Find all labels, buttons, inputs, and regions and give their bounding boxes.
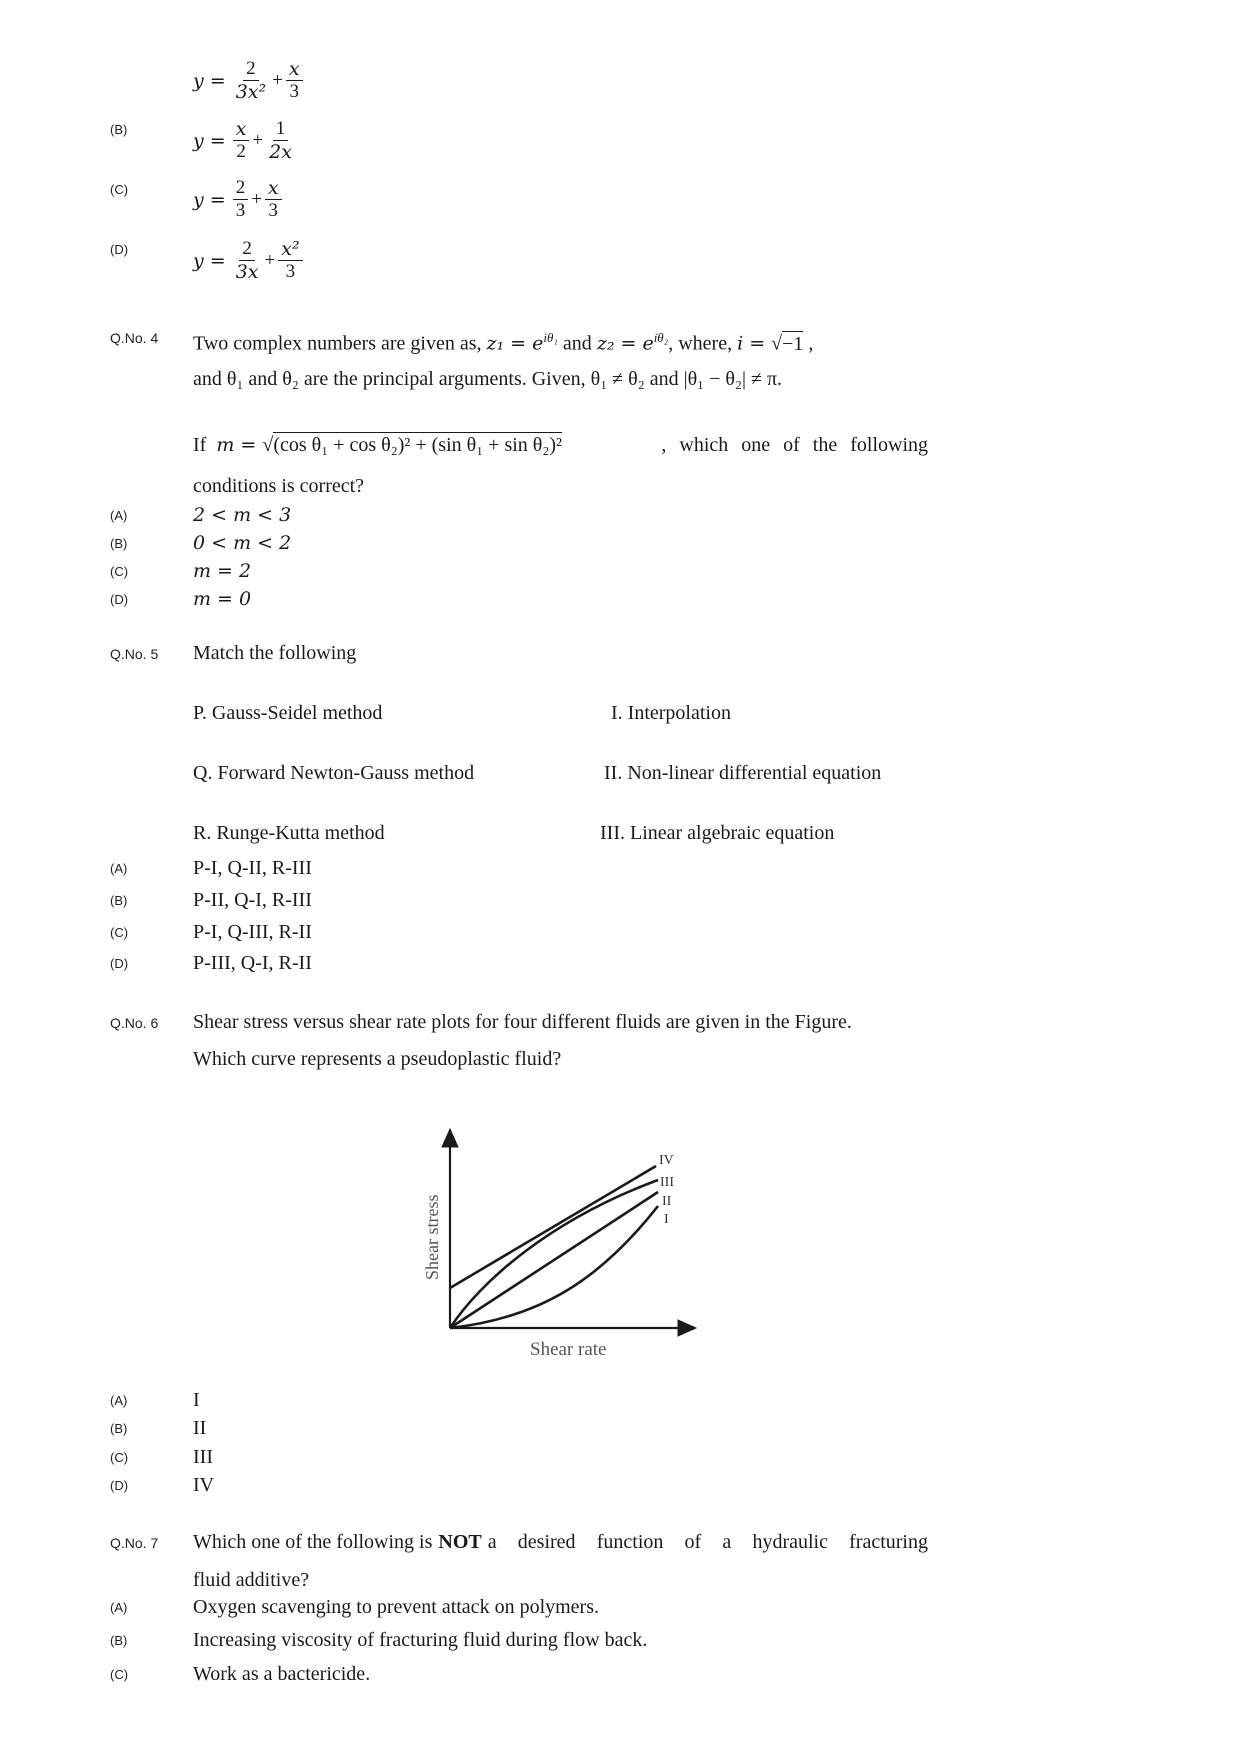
match-left-item: P. Gauss-Seidel method — [193, 702, 383, 724]
curve-label: III — [660, 1175, 674, 1190]
option-label: (A) — [110, 1600, 128, 1615]
q4-text-line3: If m = √(cos θ₁ + cos θ₂)² + (sin θ₁ + sin θ₂)² , which one of the following — [193, 434, 928, 456]
option-label: (A) — [110, 861, 128, 876]
option-label: (C) — [110, 925, 129, 940]
q4-text-line2: and θ₁ and θ₂ are the principal arguments. Given, θ₁ ≠ θ₂ and |θ₁ − θ₂| ≠ π. — [193, 368, 783, 390]
option-label: (D) — [110, 956, 129, 971]
option-label: (B) — [110, 1633, 128, 1648]
match-right-item: III. Linear algebraic equation — [600, 822, 835, 844]
x-axis-label: Shear rate — [530, 1339, 607, 1360]
option-text: Work as a bactericide. — [193, 1663, 371, 1685]
curve-iii — [450, 1180, 658, 1328]
match-right-item: II. Non-linear differential equation — [604, 762, 882, 784]
option-label: (D) — [110, 242, 129, 257]
y-axis-label: Shear stress — [422, 1194, 442, 1280]
curve-i — [450, 1206, 658, 1328]
fraction: $\frac{\text{x²}}{3}$ — [278, 238, 302, 283]
option-text: 2 < m < 3 — [193, 504, 292, 526]
q7-text-line2: fluid additive? — [193, 1569, 310, 1591]
q3-option-b-equation: y = $\frac{x}{2}$ + $\frac{1}{2x}$ — [193, 118, 296, 163]
shear-stress-figure — [400, 1110, 730, 1360]
curve-label: II — [662, 1194, 672, 1209]
option-text: P-I, Q-III, R-II — [193, 921, 312, 943]
q3-option-a-equation: y = $\frac{2}{\text{3x²}}$ + $\frac{x}{3}$ — [193, 58, 304, 103]
option-text: m = 0 — [193, 588, 252, 610]
question-number: Q.No. 6 — [110, 1015, 159, 1031]
q5-prompt: Match the following — [193, 642, 357, 664]
q4-text-line1: Two complex numbers are given as, $z_1 = e^{i\theta_1}$ and $z_2 = e^{i\theta_2}$, where, i = √−1 , — [193, 330, 814, 355]
option-label: (B) — [110, 122, 128, 137]
fraction: $\frac{2}{3}$ — [233, 177, 249, 222]
curve-ii — [450, 1192, 658, 1328]
option-label: (A) — [110, 1393, 128, 1408]
option-text: 0 < m < 2 — [193, 532, 292, 554]
option-text: P-I, Q-II, R-III — [193, 857, 312, 879]
option-text: Oxygen scavenging to prevent attack on polymers. — [193, 1596, 599, 1618]
option-label: (B) — [110, 893, 128, 908]
curve-label: I — [664, 1212, 669, 1227]
equation-lhs: y = — [193, 69, 226, 92]
fraction: $\frac{1}{2x}$ — [269, 118, 292, 163]
fraction: $\frac{x}{3}$ — [286, 58, 303, 103]
option-label: (D) — [110, 592, 129, 607]
option-text: Increasing viscosity of fracturing fluid during flow back. — [193, 1629, 648, 1651]
match-left-item: Q. Forward Newton-Gauss method — [193, 762, 475, 784]
question-number: Q.No. 4 — [110, 330, 159, 346]
q7-text-line1: Which one of the following is NOT a desired function of a hydraulic fracturing — [193, 1531, 928, 1553]
fraction: $\frac{2}{3x}$ — [235, 238, 259, 283]
match-left-item: R. Runge-Kutta method — [193, 822, 385, 844]
q3-option-d-equation: y = $\frac{2}{3x}$ + $\frac{\text{x²}}{3}$ — [193, 238, 304, 283]
option-label: (B) — [110, 1421, 128, 1436]
option-text: II — [193, 1417, 207, 1439]
option-label: (C) — [110, 182, 129, 197]
option-text: m = 2 — [193, 560, 252, 582]
option-label: (A) — [110, 508, 128, 523]
option-label: (C) — [110, 1667, 129, 1682]
question-number: Q.No. 5 — [110, 646, 159, 662]
curve-iv — [450, 1166, 656, 1288]
match-right-item: I. Interpolation — [611, 702, 731, 724]
option-text: I — [193, 1389, 200, 1411]
question-number: Q.No. 7 — [110, 1535, 159, 1551]
fraction: $\frac{x}{2}$ — [233, 118, 250, 163]
option-text: P-III, Q-I, R-II — [193, 952, 312, 974]
fraction: $\frac{2}{\text{3x²}}$ — [235, 58, 267, 103]
option-text: P-II, Q-I, R-III — [193, 889, 312, 911]
option-label: (C) — [110, 564, 129, 579]
q6-text-line2: Which curve represents a pseudoplastic fluid? — [193, 1048, 562, 1070]
option-label: (C) — [110, 1450, 129, 1465]
curve-label: IV — [659, 1153, 674, 1168]
option-text: IV — [193, 1474, 215, 1496]
q4-text-line4: conditions is correct? — [193, 475, 365, 497]
option-label: (B) — [110, 536, 128, 551]
option-label: (D) — [110, 1478, 129, 1493]
fraction: $\frac{x}{3}$ — [265, 177, 282, 222]
q6-text-line1: Shear stress versus shear rate plots for four different fluids are given in the Figure. — [193, 1011, 852, 1033]
q3-option-c-equation: y = $\frac{2}{3}$ + $\frac{x}{3}$ — [193, 177, 283, 222]
option-text: III — [193, 1446, 213, 1468]
